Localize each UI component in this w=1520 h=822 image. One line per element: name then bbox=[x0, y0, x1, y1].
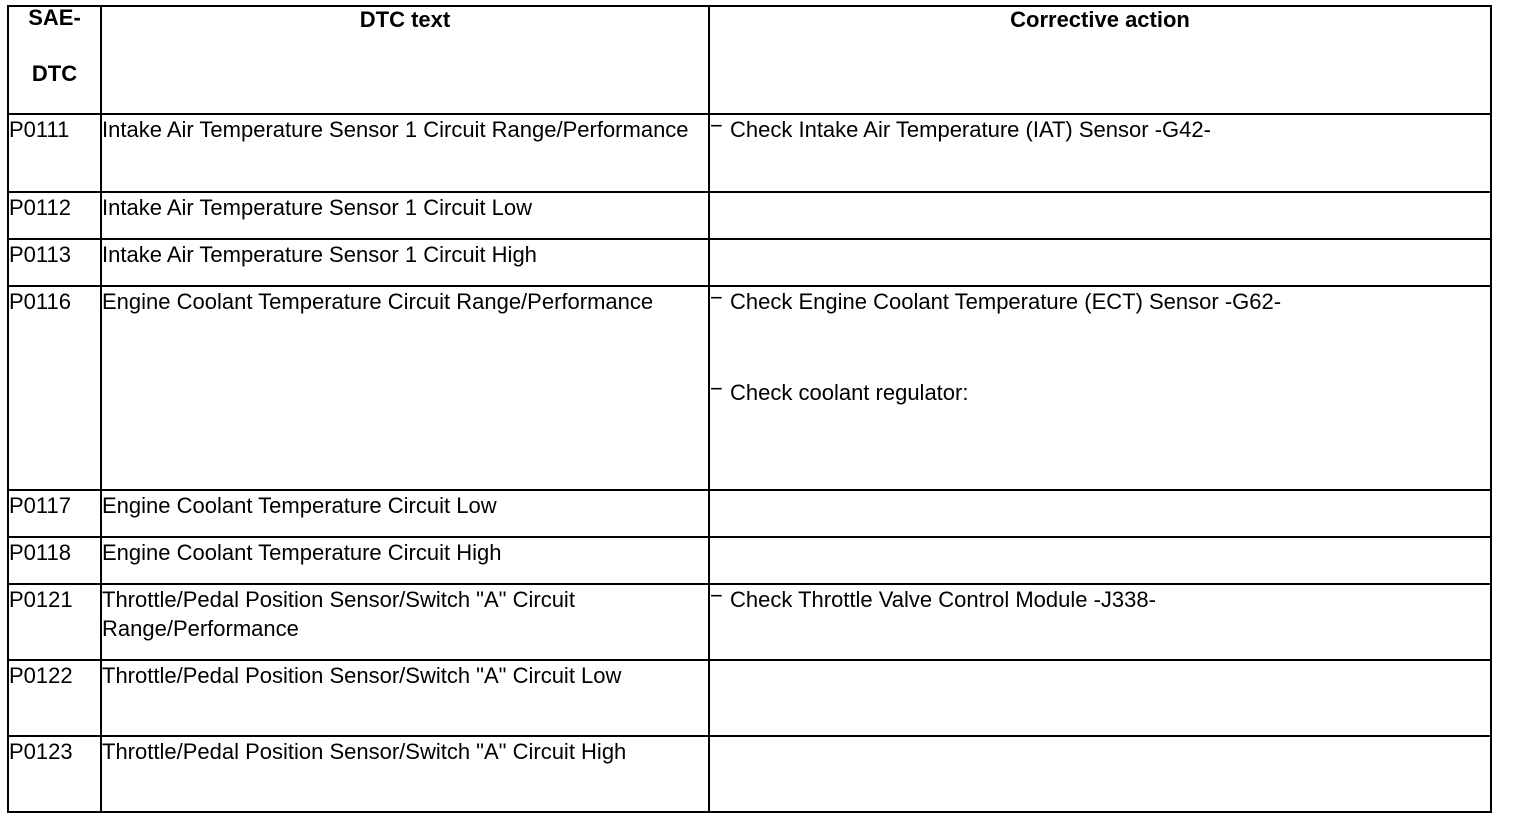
dtc-code: P0122 bbox=[8, 660, 101, 736]
dtc-text: Engine Coolant Temperature Circuit Range/Performance bbox=[101, 286, 709, 490]
dtc-text: Intake Air Temperature Sensor 1 Circuit Low bbox=[101, 192, 709, 239]
dtc-code: P0117 bbox=[8, 490, 101, 537]
action-item bbox=[710, 378, 1490, 407]
dtc-text: Intake Air Temperature Sensor 1 Circuit Range/Performance bbox=[101, 114, 709, 192]
corrective-action bbox=[709, 537, 1491, 584]
action-text: Check Throttle Valve Control Module -J338- bbox=[730, 587, 1156, 612]
table-row bbox=[8, 584, 1491, 660]
corrective-action bbox=[709, 490, 1491, 537]
header-row bbox=[8, 6, 1491, 114]
table-row bbox=[8, 239, 1491, 286]
corrective-action bbox=[709, 192, 1491, 239]
table-row bbox=[8, 660, 1491, 736]
dtc-code: P0113 bbox=[8, 239, 101, 286]
table-row bbox=[8, 192, 1491, 239]
header-sae-dtc bbox=[8, 6, 101, 114]
action-text: Check Intake Air Temperature (IAT) Sensor -G42- bbox=[730, 117, 1211, 142]
header-sae-dtc-line2: DTC bbox=[31, 61, 78, 86]
dtc-code: P0121 bbox=[8, 584, 101, 660]
header-sae-dtc-line1: SAE- bbox=[28, 5, 81, 30]
dtc-text: Engine Coolant Temperature Circuit High bbox=[101, 537, 709, 584]
corrective-action bbox=[709, 660, 1491, 736]
dtc-text: Intake Air Temperature Sensor 1 Circuit High bbox=[101, 239, 709, 286]
table-body bbox=[8, 114, 1491, 812]
table-row bbox=[8, 286, 1491, 490]
table-row bbox=[8, 736, 1491, 812]
corrective-action bbox=[709, 286, 1491, 490]
dtc-code: P0123 bbox=[8, 736, 101, 812]
table-row bbox=[8, 490, 1491, 537]
dtc-code: P0116 bbox=[8, 286, 101, 490]
action-item bbox=[710, 585, 1490, 614]
dtc-code: P0111 bbox=[8, 114, 101, 192]
corrective-action bbox=[709, 114, 1491, 192]
action-item bbox=[710, 287, 1490, 316]
dtc-table bbox=[7, 5, 1492, 813]
dtc-code: P0118 bbox=[8, 537, 101, 584]
dash-bullet-icon: − bbox=[710, 113, 723, 138]
corrective-action bbox=[709, 736, 1491, 812]
dash-bullet-icon: − bbox=[710, 285, 723, 310]
dtc-text: Throttle/Pedal Position Sensor/Switch "A" Circuit Low bbox=[101, 660, 709, 736]
corrective-action bbox=[709, 239, 1491, 286]
dash-bullet-icon: − bbox=[710, 376, 723, 401]
dtc-text: Throttle/Pedal Position Sensor/Switch "A" Circuit High bbox=[101, 736, 709, 812]
corrective-action bbox=[709, 584, 1491, 660]
dtc-text: Throttle/Pedal Position Sensor/Switch "A" Circuit Range/Performance bbox=[101, 584, 709, 660]
action-text: Check coolant regulator: bbox=[730, 380, 969, 405]
header-dtc-text: DTC text bbox=[101, 6, 709, 114]
dash-bullet-icon: − bbox=[710, 583, 723, 608]
action-text: Check Engine Coolant Temperature (ECT) Sensor -G62- bbox=[730, 289, 1282, 314]
table-row bbox=[8, 114, 1491, 192]
dtc-text: Engine Coolant Temperature Circuit Low bbox=[101, 490, 709, 537]
header-corrective-action: Corrective action bbox=[709, 6, 1491, 114]
dtc-code: P0112 bbox=[8, 192, 101, 239]
table-row bbox=[8, 537, 1491, 584]
action-item bbox=[710, 115, 1490, 144]
